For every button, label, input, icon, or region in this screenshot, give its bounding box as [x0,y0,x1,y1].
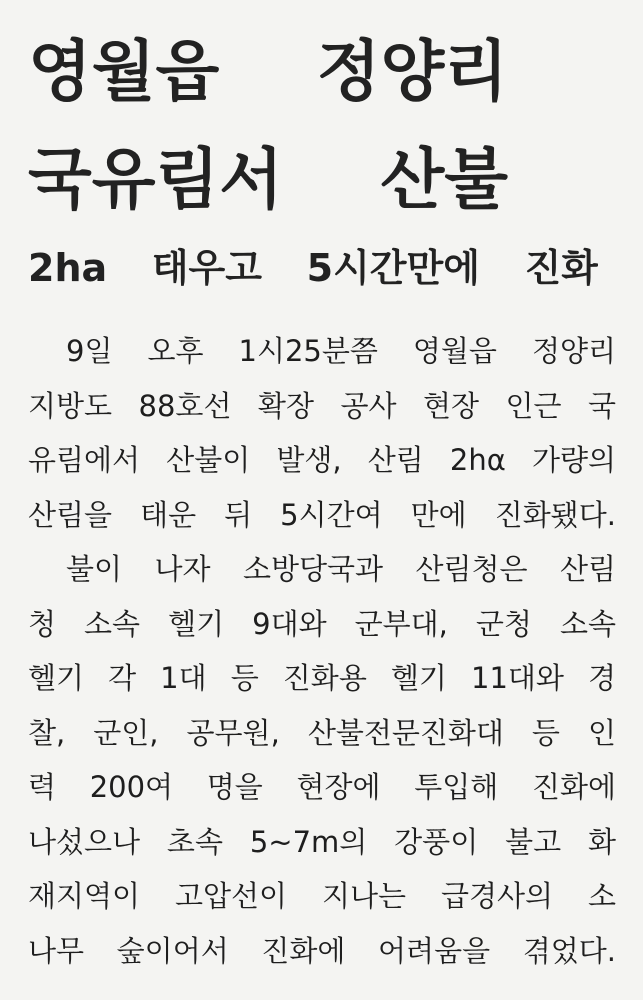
article-body [28,324,616,978]
body-line: 력 200여 명을 현장에 투입해 진화에 [28,770,616,804]
body-line: 불이 나자 소방당국과 산림청은 산림 [66,552,616,586]
body-line: 찰, 군인, 공무원, 산불전문진화대 등 인 [28,715,616,750]
body-line: 나섰으나 초속 5~7m의 강풍이 불고 화 [28,824,616,859]
body-line: 9일 오후 1시25분쯤 영월읍 정양리 [66,334,616,368]
body-line: 유림에서 산불이 발생, 산림 2hα 가량의 [28,443,616,477]
headline-line-2: 국유림서 산불 [28,141,508,218]
subtitle: 2ha 태우고 5시간만에 진화 [28,246,598,290]
body-line: 재지역이 고압선이 지나는 급경사의 소 [28,879,616,913]
body-line: 산림을 태운 뒤 5시간여 만에 진화됐다. [28,497,616,532]
body-line: 헬기 각 1대 등 진화용 헬기 11대와 경 [28,661,616,695]
body-line: 나무 숲이어서 진화에 어려움을 겪었다. [28,933,616,968]
body-line: 지방도 88호선 확장 공사 현장 인근 국 [28,388,616,423]
headline-line-1: 영월읍 정양리 [28,33,508,110]
body-line: 청 소속 헬기 9대와 군부대, 군청 소속 [28,606,616,641]
